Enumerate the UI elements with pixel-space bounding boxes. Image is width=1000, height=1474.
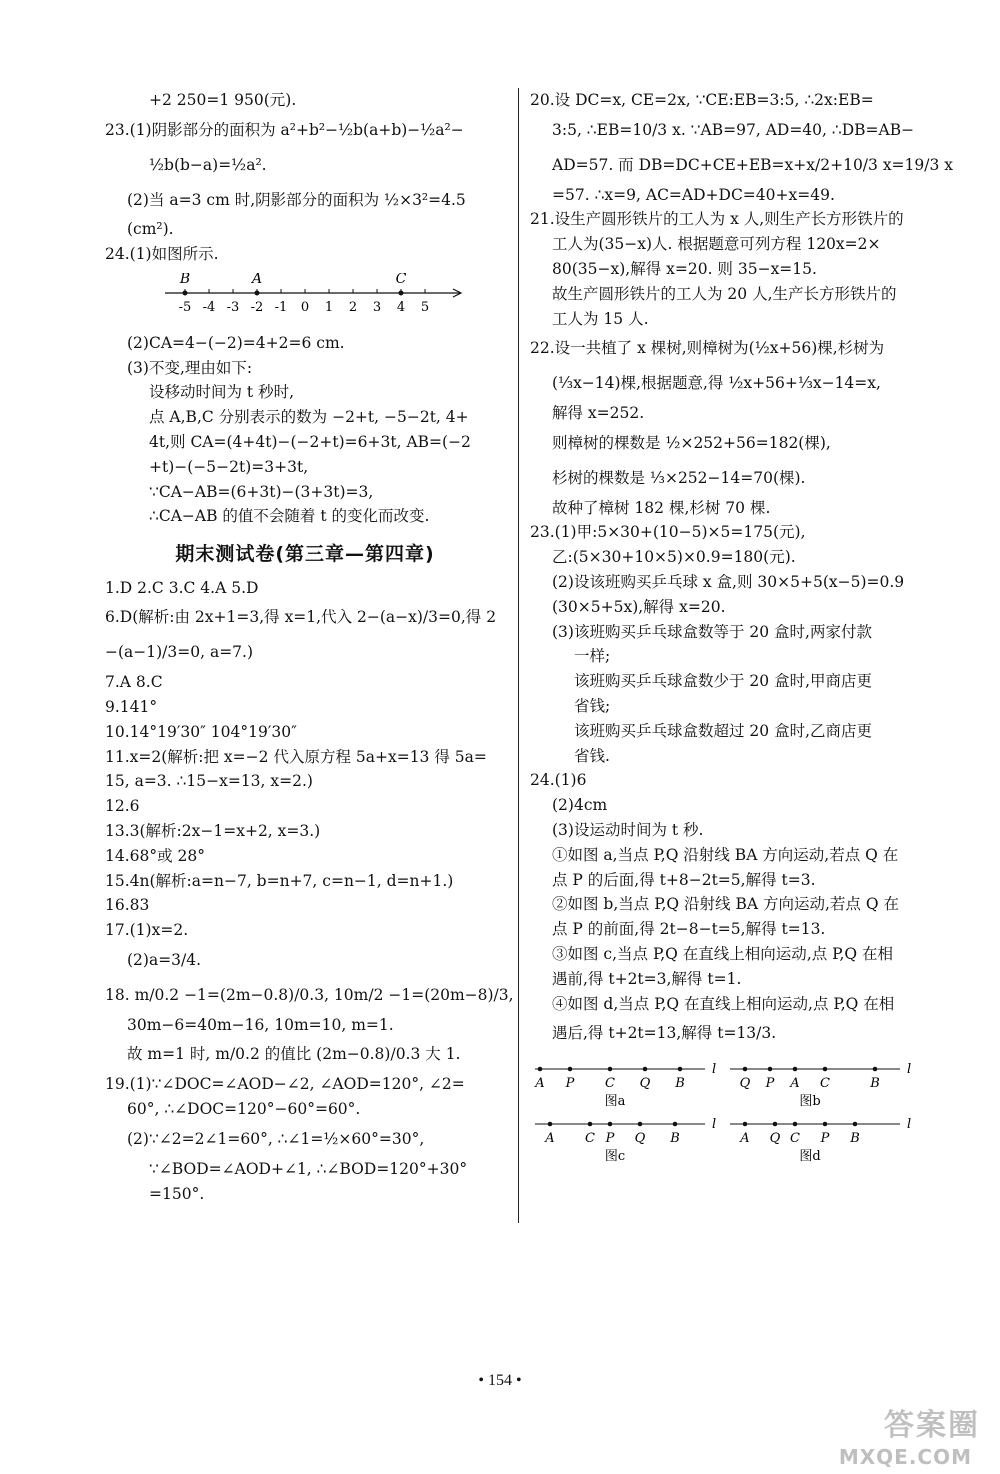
figure-point [608,1122,613,1127]
right-column [530,88,954,1177]
figure-point-label: B [675,1076,685,1092]
answer-line: 80(35−x),解得 x=20. 则 35−x=15. [552,259,817,278]
answer-line: 9.141° [105,697,158,716]
answer-line: 13.3(解析:2x−1=x+2, x=3.) [105,821,321,840]
tick-label: -2 [250,300,264,316]
answer-line: 点 A,B,C 分别表示的数为 −2+t, −5−2t, 4+ [149,408,469,427]
answer-line: =57. ∴x=9, AC=AD+DC=40+x=49. [552,185,835,204]
figure-point [873,1067,878,1072]
figure-point-label: C [605,1076,615,1092]
figure-point [588,1122,593,1127]
answer-line: 点 P 的后面,得 t+8−2t=5,解得 t=3. [552,870,816,889]
answer-line: 工人为(35−x)人. 根据题意可列方程 120x=2× [552,235,881,254]
answer-line: −(a−1)/3=0, a=7.) [105,643,254,662]
figure-point [608,1067,613,1072]
answer-line: (3)不变,理由如下: [127,358,253,377]
answer-line: =150°. [149,1184,205,1203]
answer-line: 6.D(解析:由 2x+1=3,得 x=1,代入 2−(a−x)/3=0,得 2 [105,608,497,627]
answer-line: 17.(1)x=2. [105,921,189,940]
answer-line: ④如图 d,当点 P,Q 在直线上相向运动,点 P,Q 在相 [552,994,895,1013]
point-marker [183,291,188,296]
tick-label: 3 [372,300,382,316]
line-name: l [712,1062,717,1078]
left-answers-part3 [105,576,514,1207]
left-column [105,88,514,1206]
answer-line: 乙:(5×30+10×5)×0.9=180(元). [552,548,796,567]
answer-line: 一样; [574,647,611,666]
figure-point [768,1067,773,1072]
answer-line: 4t,则 CA=(4+4t)−(−2+t)=6+3t, AB=(−2 [149,433,471,451]
answer-line: 遇前,得 t+2t=3,解得 t=1. [552,969,742,988]
tick-label: 4 [396,300,406,316]
figure-point-label: Q [634,1131,646,1147]
answer-line: (2)CA=4−(−2)=4+2=6 cm. [127,333,345,352]
tick-label: -5 [178,300,192,316]
answer-line: 16.83 [105,896,150,915]
point-label: A [251,273,263,288]
figure-point-label: P [565,1076,575,1092]
figure-point-label: B [850,1131,860,1147]
answer-line: (2)a=3/4. [127,950,202,969]
figure-point [823,1067,828,1072]
answer-line: 设移动时间为 t 秒时, [149,383,295,402]
column-divider [518,88,519,1223]
tick-label: 1 [324,300,334,316]
motion-figures [530,1059,930,1169]
answer-line: (2)4cm [552,796,608,815]
answer-line: (30×5+5x),解得 x=20. [552,597,726,616]
figure-point [773,1122,778,1127]
section-title: 期末测试卷(第三章—第四章) [175,543,435,566]
tick-label: 2 [348,300,358,316]
answer-line: 3:5, ∴EB=10/3 x. ∵AB=97, AD=40, ∴DB=AB− [552,120,915,139]
answer-line: 遇后,得 t+2t=13,解得 t=13/3. [552,1024,777,1043]
figure-point [823,1122,828,1127]
answer-line: (2)当 a=3 cm 时,阴影部分的面积为 ½×3²=4.5 [127,190,466,209]
figure-point-label: Q [739,1076,751,1092]
tick-label: -3 [226,300,240,316]
figure-point-label: A [790,1076,800,1092]
answer-line: 解得 x=252. [552,404,645,423]
figure-caption: 图d [799,1149,821,1165]
answer-line: 10.14°19′30″ 104°19′30″ [105,722,297,741]
answer-line: 14.68°或 28° [105,846,206,865]
answer-line: +t)−(−5−2t)=3+3t, [149,457,309,476]
answer-line: 11.x=2(解析:把 x=−2 代入原方程 5a+x=13 得 5a= [105,747,487,766]
point-marker [255,291,260,296]
answer-line: 省钱. [574,746,610,765]
answer-line: (3)该班购买乒乓球盒数等于 20 盒时,两家付款 [552,622,872,641]
tick-label: -4 [202,300,216,316]
right-answers [530,88,954,1051]
answer-line: 则樟树的棵数是 ½×252+56=182(棵), [552,433,831,452]
answer-line: ②如图 b,当点 P,Q 沿射线 BA 方向运动,若点 Q 在 [552,895,899,914]
answer-line: AD=57. 而 DB=DC+CE+EB=x+x/2+10/3 x=19/3 x [552,155,954,174]
figure-point-label: C [790,1131,800,1147]
figure-a [534,1062,716,1109]
answer-line: ③如图 c,当点 P,Q 在直线上相向运动,点 P,Q 在相 [552,944,894,963]
answer-line: 工人为 15 人. [552,309,649,328]
line-name: l [907,1062,912,1078]
answer-line: 1.D 2.C 3.C 4.A 5.D [105,578,259,597]
figure-point-label: A [740,1131,750,1147]
watermark-logo: 答案圈 [884,1408,980,1443]
figure-point [743,1122,748,1127]
left-answers-part1 [105,88,505,267]
figure-point-label: C [585,1131,595,1147]
figure-point [678,1067,683,1072]
answer-line: +2 250=1 950(元). [149,91,297,109]
figure-point-label: Q [769,1131,781,1147]
figure-point [548,1122,553,1127]
answer-line: 故生产圆形铁片的工人为 20 人,生产长方形铁片的 [552,284,897,303]
watermark-url: MXQE.COM [838,1445,972,1469]
line-name: l [712,1117,717,1133]
answer-line: 60°, ∴∠DOC=120°−60°=60°. [127,1100,361,1119]
answer-line: ∴CA−AB 的值不会随着 t 的变化而改变. [149,507,430,526]
figure-point [643,1067,648,1072]
line-name: l [907,1117,912,1133]
figure-point-label: Q [639,1076,651,1092]
figure-c [535,1117,716,1164]
figure-point-label: B [670,1131,680,1147]
answer-line: 故种了樟树 182 棵,杉树 70 棵. [552,498,771,517]
answer-line: 故 m=1 时, m/0.2 的值比 (2m−0.8)/0.3 大 1. [127,1045,461,1064]
figure-point [568,1067,573,1072]
left-answers-part2 [105,331,505,529]
answer-line: 该班购买乒乓球盒数超过 20 盒时,乙商店更 [574,721,873,740]
figure-point [793,1122,798,1127]
answer-line: 19.(1)∵∠DOC=∠AOD−∠2, ∠AOD=120°, ∠2= [105,1075,465,1094]
figure-point-label: P [765,1076,775,1092]
tick-label: -1 [274,300,288,316]
answer-line: 点 P 的前面,得 2t−8−t=5,解得 t=13. [552,920,826,939]
answer-line: 23.(1)阴影部分的面积为 a²+b²−½b(a+b)−½a²− [105,120,464,139]
figure-point-label: P [820,1131,830,1147]
figure-caption: 图b [799,1094,821,1110]
number-line-figure [155,273,475,319]
figure-point-label: A [535,1076,545,1092]
answer-line: 21.设生产圆形铁片的工人为 x 人,则生产长方形铁片的 [530,210,904,229]
answer-line: (2)∵∠2=2∠1=60°, ∴∠1=½×60°=30°, [127,1129,425,1148]
answer-line: (3)设运动时间为 t 秒. [552,820,704,839]
answer-line: 该班购买乒乓球盒数少于 20 盒时,甲商店更 [574,672,873,691]
point-marker [399,291,404,296]
answer-line: (cm²). [127,220,174,239]
answer-line: ∵∠BOD=∠AOD+∠1, ∴∠BOD=120°+30° [149,1159,468,1178]
answer-line: 20.设 DC=x, CE=2x, ∵CE:EB=3:5, ∴2x:EB= [530,91,874,109]
number-line-points [179,273,407,296]
page-number: • 154 • [478,1372,522,1389]
figure-point-label: P [605,1131,615,1147]
answer-line: 15.4n(解析:a=n−7, b=n+7, c=n−1, d=n+1.) [105,871,454,890]
answer-line: 15, a=3. ∴15−x=13, x=2.) [105,772,313,791]
figure-caption: 图a [604,1094,626,1110]
answer-line: 24.(1)6 [530,771,587,790]
figure-point [538,1067,543,1072]
answer-line: 杉树的棵数是 ⅓×252−14=70(棵). [552,468,806,487]
figure-point-label: B [870,1076,880,1092]
answer-line: 12.6 [105,797,140,816]
answer-line: 18. m/0.2 −1=(2m−0.8)/0.3, 10m/2 −1=(20m−8)/3, [105,985,514,1004]
figure-point [793,1067,798,1072]
answer-line: 22.设一共植了 x 棵树,则樟树为(½x+56)棵,杉树为 [530,339,885,358]
figure-point [853,1122,858,1127]
answer-line: 23.(1)甲:5×30+(10−5)×5=175(元), [530,523,806,542]
answer-line: ①如图 a,当点 P,Q 沿射线 BA 方向运动,若点 Q 在 [552,845,899,864]
figure-b [730,1062,911,1109]
answer-line: 24.(1)如图所示. [105,245,219,264]
point-label: B [179,273,191,288]
answer-line: ∵CA−AB=(6+3t)−(3+3t)=3, [149,482,374,501]
answer-line: 省钱; [574,697,611,715]
figure-caption: 图c [604,1149,626,1165]
answer-line: 7.A 8.C [105,673,163,692]
tick-label: 0 [300,300,310,316]
figure-point-label: C [820,1076,830,1092]
answer-line: ½b(b−a)=½a². [149,155,267,174]
answer-line: (2)设该班购买乒乓球 x 盒,则 30×5+5(x−5)=0.9 [552,573,905,592]
figure-point [638,1122,643,1127]
figure-point [673,1122,678,1127]
figure-point-label: A [545,1131,555,1147]
figure-point [743,1067,748,1072]
tick-label: 5 [420,300,430,316]
answer-line: 30m−6=40m−16, 10m=10, m=1. [127,1015,394,1034]
figure-d [730,1117,911,1164]
answer-line: (⅓x−14)棵,根据题意,得 ½x+56+⅓x−14=x, [552,374,881,393]
point-label: C [395,273,407,288]
